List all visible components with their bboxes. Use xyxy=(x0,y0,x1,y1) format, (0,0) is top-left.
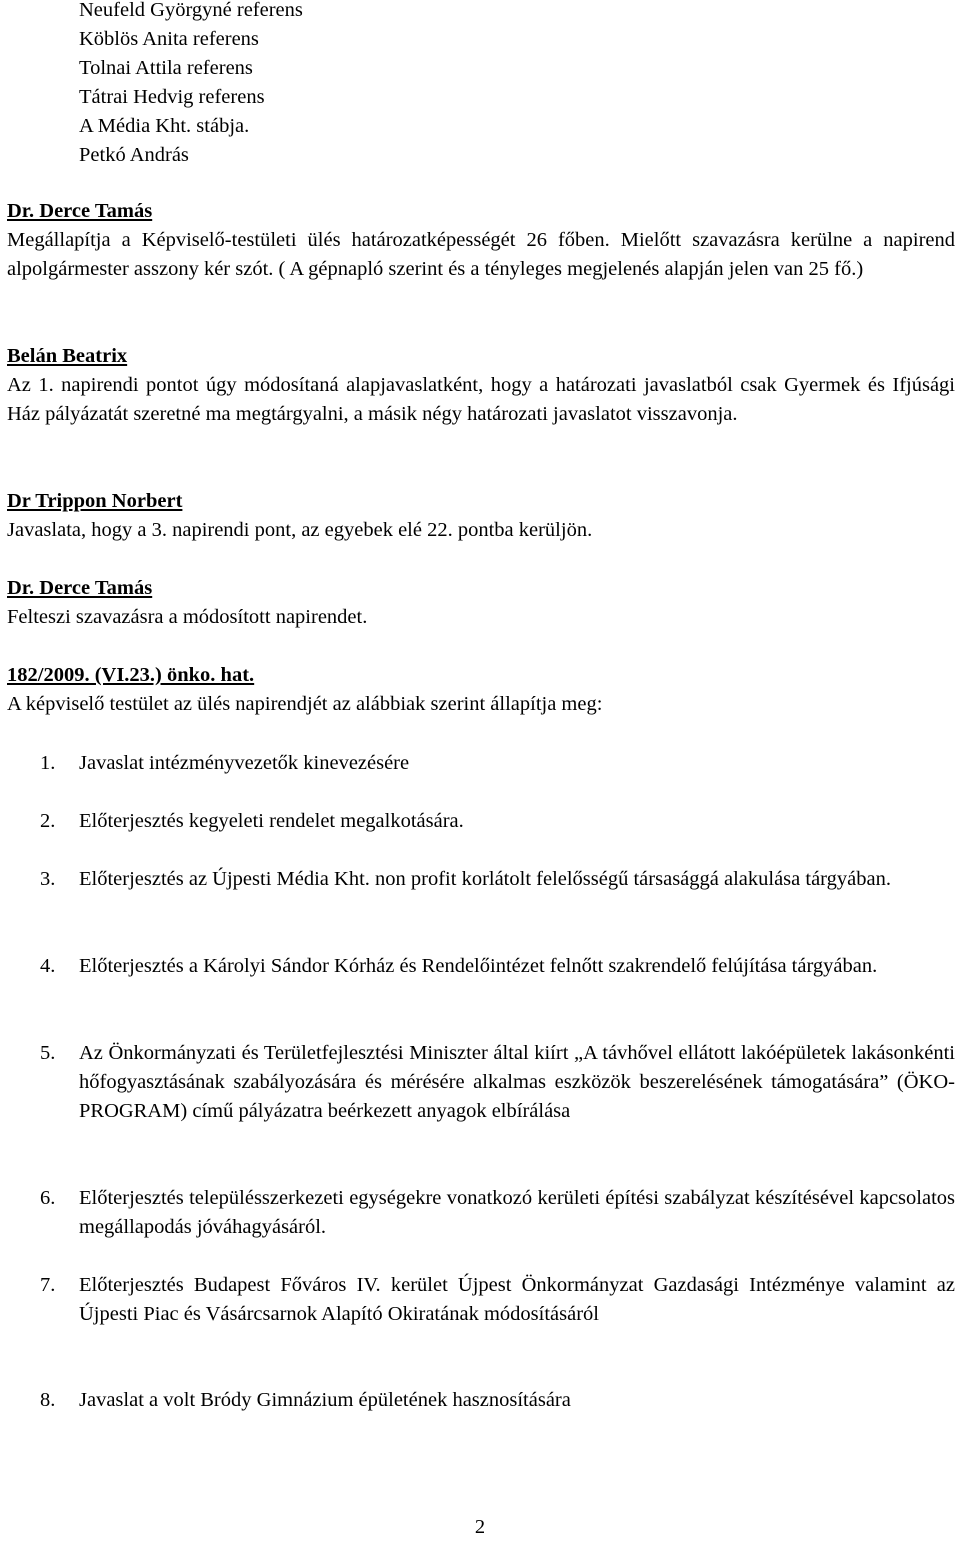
agenda-item xyxy=(40,865,955,894)
attendee: Köblös Anita referens xyxy=(79,28,259,50)
agenda-text: Javaslat a volt Bródy Gimnázium épületének hasznosítására xyxy=(79,1389,571,1411)
agenda-item xyxy=(40,1184,955,1242)
speech-text: Az 1. napirendi pontot úgy módosítaná alapjavaslatként, hogy a határozati javaslatból csak Gyermek és Ifjúsági Ház pályázatát szeretné ma megtárgyalni, a másik négy határozati javaslatot visszavonja. xyxy=(7,374,955,425)
agenda-item xyxy=(40,952,955,981)
speech-text: Javaslata, hogy a 3. napirendi pont, az egyebek elé 22. pontba kerüljön. xyxy=(7,519,593,541)
agenda-text: Javaslat intézményvezetők kinevezésére xyxy=(79,752,410,774)
speech-block xyxy=(7,487,955,545)
attendee: Tátrai Hedvig referens xyxy=(79,86,265,108)
agenda-number: 5. xyxy=(40,1042,56,1064)
agenda-item xyxy=(40,749,955,778)
agenda-text: Az Önkormányzati és Területfejlesztési Miniszter által kiírt „A távhővel ellátott lakóépületek lakásonkénti hőfogyasztásának szabályozására és mérésére alkalmas eszközök beszerelésének támogatására” (ÖKO-PROGRAM) című pályázatra beérkezett anyagok elbírálása xyxy=(79,1042,955,1122)
agenda-number: 2. xyxy=(40,810,56,832)
agenda-number: 1. xyxy=(40,752,56,774)
resolution-block xyxy=(7,661,955,719)
attendee: Neufeld Györgyné referens xyxy=(79,0,303,21)
agenda-text: Előterjesztés a Károlyi Sándor Kórház és Rendelőintézet felnőtt szakrendelő felújítása tárgyában. xyxy=(79,955,878,977)
resolution-number: 182/2009. (VI.23.) önko. hat. xyxy=(7,664,255,686)
attendee: Tolnai Attila referens xyxy=(79,57,253,79)
speech-block xyxy=(7,197,955,284)
agenda-number: 6. xyxy=(40,1187,56,1209)
agenda-text: Előterjesztés településszerkezeti egységekre vonatkozó kerületi építési szabályzat készítésével kapcsolatos megállapodás jóváhagyásáról. xyxy=(79,1187,955,1238)
agenda-text: Előterjesztés az Újpesti Média Kht. non profit korlátolt felelősségű társasággá alakulása tárgyában. xyxy=(79,868,891,890)
agenda-item xyxy=(40,1271,955,1329)
speech-text: Felteszi szavazásra a módosított napirendet. xyxy=(7,606,368,628)
agenda-item xyxy=(40,1386,955,1415)
agenda-item xyxy=(40,807,955,836)
speaker-name: Dr Trippon Norbert xyxy=(7,490,183,512)
agenda-text: Előterjesztés Budapest Főváros IV. kerület Újpest Önkormányzat Gazdasági Intézménye valamint az Újpesti Piac és Vásárcsarnok Alapító Okiratának módosításáról xyxy=(79,1274,955,1325)
agenda-number: 4. xyxy=(40,955,56,977)
agenda-text: Előterjesztés kegyeleti rendelet megalkotására. xyxy=(79,810,464,832)
speech-block xyxy=(7,342,955,429)
attendee: Petkó András xyxy=(79,144,189,166)
agenda-number: 3. xyxy=(40,868,56,890)
agenda-item xyxy=(40,1039,955,1126)
resolution-intro: A képviselő testület az ülés napirendjét az alábbiak szerint állapítja meg: xyxy=(7,693,603,715)
agenda-number: 8. xyxy=(40,1389,56,1411)
speaker-name: Dr. Derce Tamás xyxy=(7,577,153,599)
page-number: 2 xyxy=(474,1516,486,1538)
agenda-number: 7. xyxy=(40,1274,56,1296)
attendee-list xyxy=(79,0,303,170)
attendee: A Média Kht. stábja. xyxy=(79,115,250,137)
speech-text: Megállapítja a Képviselő-testületi ülés határozatképességét 26 főben. Mielőtt szavazásra kerülne a napirend alpolgármester asszony kér szót. ( A gépnapló szerint és a tényleges megjelenés alapján jelen van 25 fő.) xyxy=(7,229,955,280)
speaker-name: Belán Beatrix xyxy=(7,345,128,367)
speaker-name: Dr. Derce Tamás xyxy=(7,200,153,222)
speech-block xyxy=(7,574,955,632)
